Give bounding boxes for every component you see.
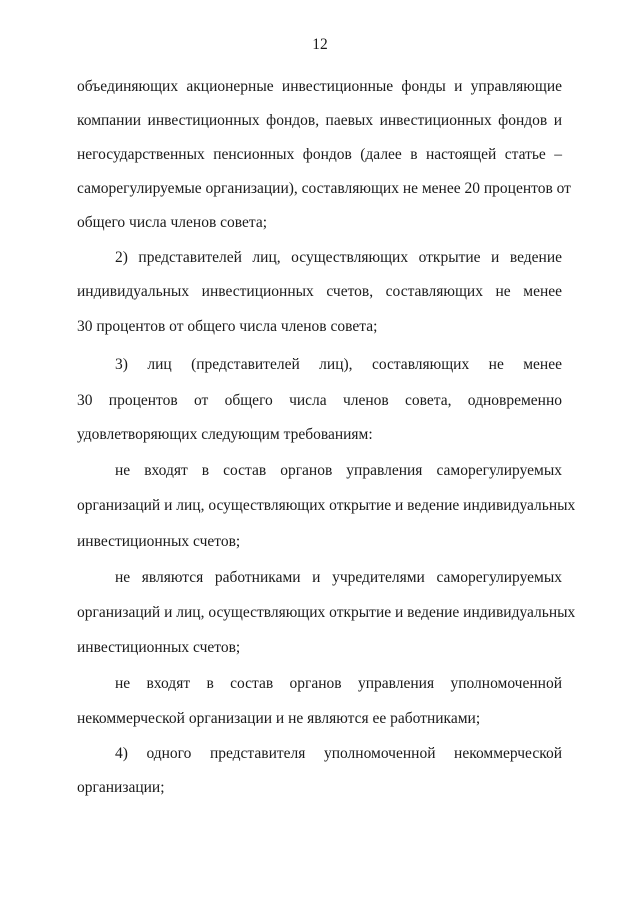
text-line: инвестиционных счетов; <box>77 639 241 656</box>
text-line: организации; <box>77 779 165 796</box>
page-number: 12 <box>312 36 328 53</box>
text-line: организаций и лиц, осуществляющих открытие и ведение индивидуальных <box>77 604 576 621</box>
text-line: 30 процентов от общего числа членов совета; <box>77 318 378 335</box>
text-line: организаций и лиц, осуществляющих открытие и ведение индивидуальных <box>77 497 576 514</box>
text-line: общего числа членов совета; <box>77 214 268 231</box>
requirement-line: не входят в состав органов управления саморегулируемых <box>115 462 562 479</box>
text-line: индивидуальных инвестиционных счетов, составляющих не менее <box>77 283 562 300</box>
text-line: удовлетворяющих следующим требованиям: <box>77 426 373 443</box>
text-line: 30 процентов от общего числа членов совета, одновременно <box>77 392 562 409</box>
requirement-line: не являются работниками и учредителями саморегулируемых <box>115 569 562 586</box>
list-item-2-line: 2) представителей лиц, осуществляющих открытие и ведение <box>115 249 562 266</box>
text-line: объединяющих акционерные инвестиционные фонды и управляющие <box>77 78 562 95</box>
text-line: инвестиционных счетов; <box>77 533 241 550</box>
requirement-line: не входят в состав органов управления уполномоченной <box>115 675 562 692</box>
text-line: некоммерческой организации и не являются ее работниками; <box>77 710 481 727</box>
list-item-4-line: 4) одного представителя уполномоченной некоммерческой <box>115 745 562 762</box>
text-line: компании инвестиционных фондов, паевых инвестиционных фондов и <box>77 112 562 129</box>
text-line: негосударственных пенсионных фондов (далее в настоящей статье – <box>77 146 562 163</box>
text-line: саморегулируемые организации), составляющих не менее 20 процентов от <box>77 180 571 197</box>
list-item-3-line: 3) лиц (представителей лиц), составляющих не менее <box>115 356 562 373</box>
